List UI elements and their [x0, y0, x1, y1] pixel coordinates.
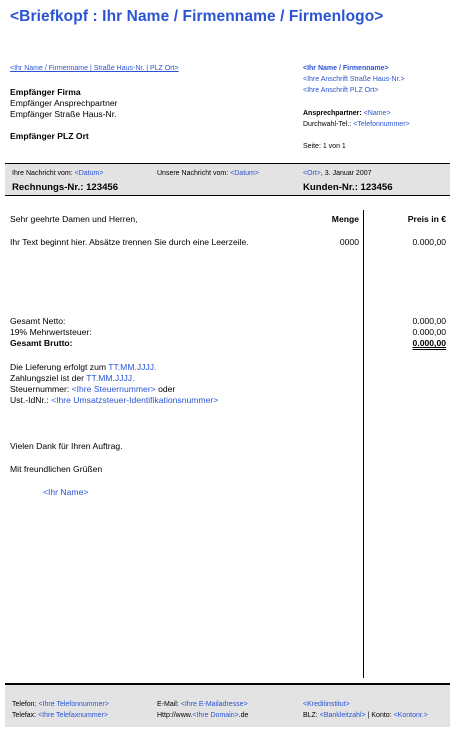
direct-phone-label: Durchwahl-Tel.: [303, 121, 352, 128]
contact-person-row [303, 110, 391, 117]
payment-date: TT.MM.JJJJ. [86, 373, 135, 383]
our-message-date: <Datum> [230, 170, 259, 177]
signature-name: <Ihr Name> [43, 487, 89, 497]
vat-id-label: Ust.-IdNr.: [10, 395, 52, 405]
footer-email-value: <Ihre E-Mailadresse> [180, 701, 248, 708]
footer-account-label: | Konto: [365, 712, 392, 719]
direct-phone-value: <Telefonnummer> [353, 121, 410, 128]
place: <Ort> [303, 170, 321, 177]
footer-fax [12, 712, 108, 719]
vat-value: 0.000,00 [412, 327, 446, 337]
footer-blz-value: <Bankleitzahl> [319, 712, 366, 719]
direct-phone-row [303, 121, 410, 128]
sender-return-line: <Ihr Name / Firmenname | Straße Haus-Nr. | PLZ Ort> [10, 65, 179, 72]
net-total-value: 0.000,00 [412, 316, 446, 326]
footer-bank: <Kreditinstitut> [303, 701, 350, 708]
column-divider [363, 210, 364, 678]
delivery-prefix: Die Lieferung erfolgt zum [10, 362, 109, 372]
sender-address-street: <Ihre Anschrift Straße Haus-Nr.> [303, 76, 405, 83]
our-message-label: Unsere Nachricht vom: [157, 170, 229, 177]
contact-person-label: Ansprechpartner: [303, 110, 362, 117]
our-message-row [157, 170, 259, 177]
price-value: 0.000,00 [412, 237, 446, 247]
tax-number-value: <Ihre Steuernummer> [71, 384, 156, 394]
payment-prefix: Zahlungsziel ist der [10, 373, 87, 383]
footer-bank-details [303, 712, 428, 719]
contact-person-value: <Name> [363, 110, 391, 117]
invoice-number: Rechnungs-Nr.: 123456 [12, 182, 119, 193]
vat-label: 19% Mehrwertsteuer: [10, 327, 92, 337]
vat-id-row [10, 395, 218, 405]
tax-number-label: Steuernummer: [10, 384, 72, 394]
footer-fax-label: Telefax: [12, 712, 37, 719]
sender-address-city: <Ihre Anschrift PLZ Ort> [303, 87, 379, 94]
regards-text: Mit freundlichen Grüßen [10, 464, 103, 474]
delivery-terms [10, 362, 156, 372]
tax-number-suffix: oder [155, 384, 176, 394]
your-message-row [12, 170, 103, 177]
customer-number: Kunden-Nr.: 123456 [303, 182, 393, 193]
recipient-contact: Empfänger Ansprechpartner [10, 98, 118, 108]
place-date-row [303, 170, 372, 177]
footer-web-prefix: Http://www. [157, 712, 193, 719]
letter-date: , 3. Januar 2007 [320, 170, 372, 177]
recipient-street: Empfänger Straße Haus-Nr. [10, 109, 117, 119]
price-header: Preis in € [407, 214, 446, 224]
footer-phone-label: Telefon: [12, 701, 37, 708]
letterhead-title: <Briefkopf : Ihr Name / Firmenname / Firmenlogo> [10, 8, 384, 25]
reference-bar-bottom-rule [5, 195, 450, 196]
net-total-label: Gesamt Netto: [10, 316, 66, 326]
sender-name: <Ihr Name / Firmenname> [303, 65, 389, 72]
tax-number-row [10, 384, 175, 394]
gross-total-label: Gesamt Brutto: [10, 338, 73, 348]
footer-email [157, 701, 248, 708]
your-message-date: <Datum> [74, 170, 104, 177]
footer-web-domain: <Ihre Domain> [192, 712, 239, 719]
footer-fax-value: <Ihre Telefaxnummer> [38, 712, 108, 719]
footer-blz-label: BLZ: [303, 712, 318, 719]
quantity-value: 0000 [339, 237, 359, 247]
your-message-label: Ihre Nachricht vom: [12, 170, 73, 177]
recipient-city: Empfänger PLZ Ort [10, 131, 89, 141]
salutation: Sehr geehrte Damen und Herren, [10, 214, 138, 224]
footer-web-suffix: .de [238, 712, 249, 719]
page-number: Seite: 1 von 1 [303, 143, 346, 150]
body-text: Ihr Text beginnt hier. Absätze trennen Sie durch eine Leerzeile. [10, 237, 249, 247]
quantity-header: Menge [331, 214, 359, 224]
footer-email-label: E-Mail: [157, 701, 179, 708]
footer-account-value: <Kontonr.> [393, 712, 428, 719]
vat-id-value: <Ihre Umsatzsteuer-Identifikationsnummer> [51, 395, 219, 405]
delivery-date: TT.MM.JJJJ. [108, 362, 157, 372]
footer-website [157, 712, 248, 719]
footer-phone [12, 701, 109, 708]
payment-terms [10, 373, 135, 383]
recipient-company: Empfänger Firma [10, 87, 81, 97]
gross-total-value: 0.000,00 [412, 338, 446, 348]
thanks-text: Vielen Dank für Ihren Auftrag. [10, 441, 123, 451]
footer-phone-value: <Ihre Telefonnummer> [38, 701, 109, 708]
